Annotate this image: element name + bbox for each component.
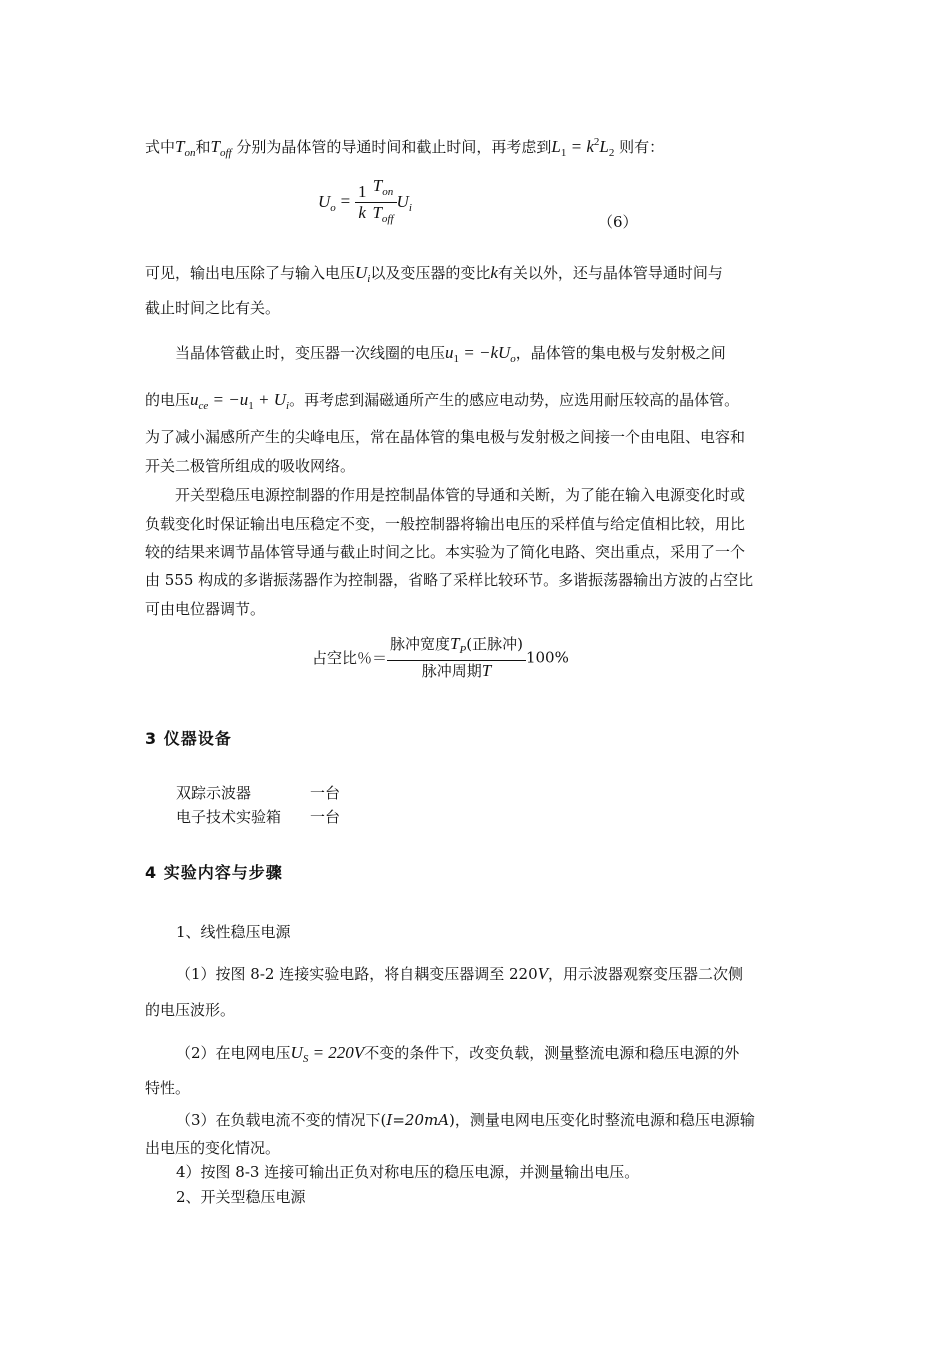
paragraph-uce: 的电压$u_{ce} = -u_1 + U_i$。再考虑到漏磁通所产生的感应电动势，应选用耐压较高的晶体管。 (145, 390, 740, 412)
paragraph-line: 出电压的变化情况。 (145, 1139, 281, 1157)
paragraph-line: 为了减小漏感所产生的尖峰电压，常在晶体管的集电极与发射极之间接一个由电阻、电容和 (145, 428, 746, 446)
equation-number: （6） (598, 213, 638, 231)
step-item: 4）按图 8-3 连接可输出正负对称电压的稳压电源，并测量输出电压。 (176, 1163, 640, 1181)
paragraph-line: 的电压波形。 (145, 1001, 236, 1019)
paragraph-line: 较的结果来调节晶体管导通与截止时间之比。本实验为了简化电路、突出重点，采用了一个 (145, 543, 746, 561)
formula-toff: $T_{off}$ (210, 137, 232, 159)
step-heading: 2、开关型稳压电源 (176, 1188, 306, 1206)
paragraph-line: 可由电位器调节。 (145, 600, 266, 618)
equipment-item: 双踪示波器 一台 (176, 784, 341, 802)
formula-us: $U_S = 220V$ (290, 1043, 365, 1065)
paragraph-ton-toff: 式中$T_{on}$和$T_{off}$ 分别为晶体管的导通时间和截止时间，再考虑到$L_1 = k^2L_2$ 则有： (145, 136, 665, 159)
paragraph-line: 开关型稳压电源控制器的作用是控制晶体管的导通和关断，为了能在输入电源变化时或 (175, 486, 746, 504)
paragraph-line: 由 555 构成的多谐振荡器作为控制器，省略了采样比较环节。多谐振荡器输出方波的占空比 (145, 571, 754, 589)
duty-cycle-formula: 占空比％＝ $\frac{脉冲宽度T_P(正脉冲)}{\text{脉冲周期T}}$ 100% (312, 634, 569, 680)
step-item: （2）在电网电压$U_S = 220V$不变的条件下，改变负载，测量整流电源和稳压电源的外 (176, 1043, 740, 1065)
formula-ui: $U_i$ (355, 263, 371, 285)
step-item: （1）按图 8-2 连接实验电路，将自耦变压器调至 220V，用示波器观察变压器二次侧 (176, 964, 744, 983)
paragraph-transistor-off: 当晶体管截止时，变压器一次线圈的电压$u_1 = -kU_o$，晶体管的集电极与发射极之间 (175, 343, 726, 365)
step-heading: 1、线性稳压电源 (176, 923, 291, 941)
step-item: （3）在负载电流不变的情况下(I=20mA)，测量电网电压变化时整流电源和稳压电源输 (176, 1111, 755, 1129)
formula-ton: $T_{on}$ (175, 137, 196, 159)
formula-v: V (537, 964, 549, 983)
paragraph-line: 截止时间之比有关。 (145, 299, 281, 317)
paragraph-line: 负载变化时保证输出电压稳定不变，一般控制器将输出电压的采样值与给定值相比较，用比 (145, 515, 746, 533)
formula-l1-k2l2: $L_1 = k^2L_2$ (551, 136, 615, 159)
formula-u1: $u_1 = -kU_o$ (445, 343, 516, 365)
section-heading: 3 仪器设备 (145, 729, 232, 748)
formula-uce: $u_{ce} = -u_1 + U_i$ (190, 390, 290, 412)
equipment-item: 电子技术实验箱 一台 (176, 808, 341, 826)
paragraph-output-voltage: 可见，输出电压除了与输入电压$U_i$以及变压器的变比k有关以外，还与晶体管导通时间与 (145, 263, 723, 285)
paragraph-line: 开关二极管所组成的吸收网络。 (145, 457, 356, 475)
section-heading: 4 实验内容与步骤 (145, 863, 283, 882)
formula-k: k (490, 263, 498, 282)
equation-6: $U_o$ = $\frac{1}{k}$ $\frac{T_{on}}{T_{off}}$ $U_i$ (318, 176, 412, 225)
paragraph-line: 特性。 (145, 1079, 191, 1097)
